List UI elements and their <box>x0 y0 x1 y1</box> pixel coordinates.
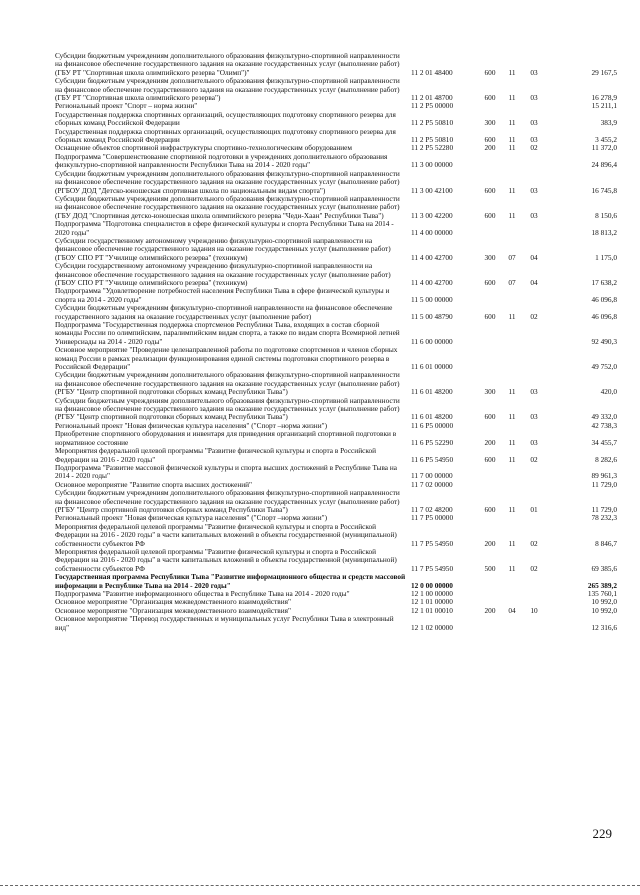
row-amount: 49 332,0 <box>591 412 617 422</box>
row-description: Основное мероприятие "Перевод государственных и муниципальных услуг Республики Тыва в электронный вид" <box>55 614 394 632</box>
row-target-code: 11 6 01 00000 <box>411 362 453 372</box>
row-amount: 92 490,3 <box>591 336 617 346</box>
row-subsection: 02 <box>530 538 538 548</box>
row-target-code: 11 2 01 48700 <box>411 93 453 103</box>
row-expense-type: 600 <box>484 504 496 514</box>
row-description: Приобретение спортивного оборудования и инвентаря для приведения организаций спортивной подготовки в нормативное состояние <box>55 429 397 447</box>
table-row <box>55 615 617 632</box>
row-expense-type: 200 <box>484 437 496 447</box>
row-section: 11 <box>508 135 516 145</box>
row-amount: 16 278,9 <box>591 93 617 103</box>
row-description: Субсидии бюджетным учреждениям дополнительного образования физкультурно-спортивной направленности на финансовое обеспечение государственного задания на оказание государственных услуг (выполнение работ) (РГБУ "Центр спортивной подготовки сборных команд Республики Тыва") <box>55 370 400 397</box>
row-section <box>501 153 523 170</box>
row-amount: 265 389,2 <box>587 580 617 590</box>
row-expense-type <box>479 464 501 481</box>
table-row <box>55 489 617 514</box>
row-subsection: 04 <box>530 252 538 262</box>
row-section: 07 <box>508 252 516 262</box>
row-target-code: 12 1 01 00000 <box>411 597 453 607</box>
table-row <box>55 128 617 145</box>
row-subsection <box>523 615 545 632</box>
budget-table-body <box>55 52 617 632</box>
row-target-code: 11 2 01 48400 <box>411 67 453 77</box>
row-target-code: 11 6 01 48200 <box>411 387 453 397</box>
row-expense-type <box>479 346 501 371</box>
table-row <box>55 548 617 573</box>
row-subsection <box>523 346 545 371</box>
row-description: Субсидии государственному автономному учреждению физкультурно-спортивной направленности на финансовое обеспечение государственного задания на оказание государственных услуг (выполнение работ) (ГБОУ СПО РТ "Училище олимпийского резерва" (техникум) <box>55 261 391 287</box>
row-target-code: 11 2 P5 50810 <box>411 135 454 145</box>
row-amount: 420,0 <box>600 387 617 397</box>
row-expense-type <box>479 220 501 237</box>
row-target-code: 11 6 01 48200 <box>411 412 453 422</box>
row-section: 11 <box>508 504 516 514</box>
table-row <box>55 170 617 195</box>
budget-table <box>55 52 617 632</box>
row-description: Подпрограмма "Совершенствование спортивной подготовки в учреждениях дополнительного образования физкультурно-спортивной направленности Республики Тыва на 2014 - 2020 годы" <box>55 151 388 170</box>
row-section <box>501 514 523 522</box>
row-subsection <box>523 287 545 304</box>
row-section: 11 <box>508 412 516 422</box>
row-target-code: 12 1 02 00000 <box>411 622 453 632</box>
row-expense-type <box>479 615 501 632</box>
row-description: Субсидии бюджетным учреждениям дополнительного образования физкультурно-спортивной направленности на финансовое обеспечение государственного задания на оказание государственных услуг (выполнение работ) (РГБОУ ДОД "Детско-юношеская спортивная школа по национальным видам спорта") <box>55 168 400 195</box>
row-section: 11 <box>508 118 516 128</box>
row-section: 11 <box>508 210 516 220</box>
table-row <box>55 77 617 102</box>
row-target-code: 11 7 P5 00000 <box>411 513 454 523</box>
table-row <box>55 52 617 77</box>
row-amount: 15 211,1 <box>591 101 617 111</box>
row-amount: 12 316,6 <box>591 622 617 632</box>
row-subsection <box>523 321 545 346</box>
row-description: Региональный проект "Новая физическая культура населения" ("Спорт –норма жизни") <box>55 513 328 523</box>
row-description: Основное мероприятие "Проведение целенаправленной работы по подготовке спортсменов и членов сборных команд России в рамках реализации функционирования единой системы подготовки спортивного резерва в Российской Федерации" <box>55 345 398 372</box>
row-section: 11 <box>508 563 516 573</box>
row-subsection: 03 <box>530 210 538 220</box>
row-description: Субсидии бюджетным учреждениям дополнительного образования физкультурно-спортивной направленности на финансовое обеспечение государственного задания на оказание государственных услуг (выполнение работ) (ГБУ РТ "Спортивная школа олимпийского резерва") <box>55 76 400 103</box>
row-subsection: 03 <box>530 93 538 103</box>
row-amount: 17 638,2 <box>591 277 617 287</box>
row-expense-type: 600 <box>484 210 496 220</box>
row-description: Мероприятия федеральной целевой программы "Развитие физической культуры и спорта в Российской Федерации на 2016 - 2020 годы" в части капитальных вложений в объекты государственной (муниципальной) собственности субъектов РФ <box>55 546 397 573</box>
row-section: 11 <box>508 93 516 103</box>
row-description: Субсидии государственному автономному учреждению физкультурно-спортивной направленности на финансовое обеспечение государственного задания на оказание государственных услуг (выполнение работ) (ГБОУ СПО РТ "Училище олимпийского резерва" (техникум) <box>55 235 391 262</box>
row-subsection <box>523 422 545 430</box>
row-description: Подпрограмма "Развитие массовой физической культуры и спорта высших достижений в Республике Тыва на 2014 - 2020 годы" <box>55 462 397 481</box>
row-description: Субсидии бюджетным учреждениям дополнительного образования физкультурно-спортивной направленности на финансовое обеспечение государственного задания на оказание государственных услуг (выполнение работ) (ГБУ РТ "Спортивная школа олимпийского резерва "Олимп")" <box>55 51 400 77</box>
row-expense-type: 600 <box>484 277 496 287</box>
table-row <box>55 287 617 304</box>
row-description: Субсидии бюджетным учреждениям физкультурно-спортивной направленности на финансовое обеспечение государственного задания на оказание государственных услуг (выполнение работ) <box>55 303 393 321</box>
row-expense-type: 200 <box>484 538 496 548</box>
row-section <box>501 590 523 598</box>
row-section: 11 <box>508 437 516 447</box>
table-row <box>55 523 617 548</box>
row-amount: 89 961,3 <box>591 471 617 481</box>
row-target-code: 12 0 00 00000 <box>411 580 453 590</box>
scan-edge-line <box>0 885 640 886</box>
row-description: Мероприятия федеральной целевой программы "Развитие физической культуры и спорта в Российской Федерации на 2016 - 2020 годы" в части капитальных вложений в объекты государственной (муниципальной) собственности субъектов РФ <box>55 521 397 548</box>
row-expense-type: 300 <box>484 252 496 262</box>
row-description: Подпрограмма "Развитие информационного общества в Республике Тыва на 2014 - 2020 годы" <box>55 589 350 598</box>
row-section: 11 <box>508 538 516 548</box>
table-row <box>55 346 617 371</box>
row-expense-type <box>479 102 501 110</box>
row-description: Подпрограмма "Удовлетворение потребностей населения Республики Тыва в сфере физической культуры и спорта на 2014 - 2020 годы" <box>55 286 390 304</box>
row-target-code: 11 3 00 00000 <box>411 160 453 170</box>
row-amount: 49 752,0 <box>591 362 617 372</box>
row-description: Оснащение объектов спортивной инфраструктуры спортивно-технологическим оборудованием <box>55 143 352 153</box>
row-expense-type: 500 <box>484 563 496 573</box>
row-subsection: 02 <box>530 311 538 321</box>
row-section: 11 <box>508 454 516 464</box>
row-subsection <box>523 220 545 237</box>
row-expense-type: 600 <box>484 67 496 77</box>
row-section: 11 <box>508 143 516 153</box>
row-target-code: 11 5 00 48790 <box>411 311 453 321</box>
row-expense-type: 300 <box>484 387 496 397</box>
table-row <box>55 397 617 422</box>
row-amount: 18 813,2 <box>591 227 617 237</box>
row-subsection: 02 <box>530 143 538 153</box>
row-amount: 383,9 <box>600 118 617 128</box>
row-section <box>501 287 523 304</box>
row-subsection: 04 <box>530 277 538 287</box>
row-expense-type: 200 <box>484 605 496 615</box>
table-row <box>55 111 617 128</box>
row-amount: 3 455,2 <box>595 135 617 145</box>
row-expense-type <box>479 514 501 522</box>
row-expense-type: 300 <box>484 118 496 128</box>
row-subsection: 03 <box>530 437 538 447</box>
row-target-code: 11 4 00 00000 <box>411 227 453 237</box>
row-amount: 11 729,0 <box>591 479 617 489</box>
row-subsection <box>523 481 545 489</box>
table-row <box>55 430 617 447</box>
table-row <box>55 371 617 396</box>
row-amount: 78 232,3 <box>591 513 617 523</box>
row-target-code: 11 6 P5 52290 <box>411 437 454 447</box>
row-section <box>501 102 523 110</box>
row-amount: 69 385,6 <box>591 563 617 573</box>
row-expense-type <box>479 573 501 590</box>
row-amount: 10 992,0 <box>591 597 617 607</box>
row-subsection <box>523 464 545 481</box>
row-description: Основное мероприятие "Организация межведомственного взаимодействия" <box>55 605 291 615</box>
row-description: Основное мероприятие "Организация межведомственного взаимодействия" <box>55 597 291 607</box>
table-row <box>55 464 617 481</box>
row-subsection: 03 <box>530 118 538 128</box>
row-target-code: 11 3 00 42200 <box>411 210 453 220</box>
table-row <box>55 237 617 262</box>
row-subsection: 10 <box>530 605 538 615</box>
row-description: Субсидии бюджетным учреждениям дополнительного образования физкультурно-спортивной направленности на финансовое обеспечение государственного задания на оказание государственных услуг (выполнение работ) (ГБУ ДОД "Спортивная детско-юношеская школа олимпийского резерва "Чеди-Хаан" Республики Тыва") <box>55 193 400 220</box>
row-section: 11 <box>508 311 516 321</box>
row-section <box>501 573 523 590</box>
table-row <box>55 304 617 321</box>
row-section: 07 <box>508 277 516 287</box>
row-expense-type: 600 <box>484 311 496 321</box>
row-expense-type: 600 <box>484 185 496 195</box>
row-expense-type <box>479 321 501 346</box>
page-number: 229 <box>592 826 612 841</box>
row-target-code: 11 7 02 48200 <box>411 504 453 514</box>
row-description: Региональный проект "Спорт – норма жизни" <box>55 101 198 111</box>
row-subsection: 03 <box>530 185 538 195</box>
row-expense-type: 600 <box>484 412 496 422</box>
row-amount: 29 167,5 <box>591 67 617 77</box>
row-section <box>501 481 523 489</box>
row-section <box>501 346 523 371</box>
row-amount: 8 150,6 <box>595 210 617 220</box>
row-subsection: 02 <box>530 563 538 573</box>
row-amount: 46 096,8 <box>591 311 617 321</box>
row-expense-type: 200 <box>484 143 496 153</box>
row-subsection: 03 <box>530 412 538 422</box>
row-target-code: 11 6 00 00000 <box>411 336 453 346</box>
row-section <box>501 422 523 430</box>
row-target-code: 11 7 P5 54950 <box>411 538 454 548</box>
table-row <box>55 447 617 464</box>
row-subsection <box>523 153 545 170</box>
row-target-code: 11 3 00 42100 <box>411 185 453 195</box>
row-section: 11 <box>508 387 516 397</box>
row-expense-type: 600 <box>484 135 496 145</box>
row-target-code: 11 7 P5 54950 <box>411 563 454 573</box>
row-section <box>501 464 523 481</box>
row-section <box>501 615 523 632</box>
row-description: Подпрограмма "Подготовка специалистов в сфере физической культуры и спорта Республики Тыва на 2014 - 2020 годы" <box>55 219 394 237</box>
table-row <box>55 195 617 220</box>
row-amount: 10 992,0 <box>591 605 617 615</box>
row-target-code: 11 6 P5 54950 <box>411 454 454 464</box>
row-subsection <box>523 514 545 522</box>
row-target-code: 12 1 01 00010 <box>411 605 453 615</box>
row-subsection: 03 <box>530 387 538 397</box>
row-amount: 16 745,8 <box>591 185 617 195</box>
row-amount: 24 896,4 <box>591 160 617 170</box>
table-row <box>55 321 617 346</box>
row-subsection <box>523 590 545 598</box>
row-expense-type: 600 <box>484 454 496 464</box>
row-expense-type <box>479 153 501 170</box>
row-target-code: 12 1 00 00000 <box>411 589 453 598</box>
row-subsection: 02 <box>530 454 538 464</box>
row-expense-type <box>479 590 501 598</box>
row-section: 04 <box>508 605 516 615</box>
row-expense-type: 600 <box>484 93 496 103</box>
row-target-code: 11 4 00 42700 <box>411 252 453 262</box>
row-expense-type <box>479 481 501 489</box>
row-amount: 34 455,7 <box>591 437 617 447</box>
row-target-code: 11 2 P5 50810 <box>411 118 454 128</box>
row-subsection: 03 <box>530 67 538 77</box>
row-expense-type <box>479 287 501 304</box>
row-subsection: 03 <box>530 135 538 145</box>
row-description: Субсидии бюджетным учреждениям дополнительного образования физкультурно-спортивной направленности на финансовое обеспечение государственного задания на оказание государственных услуг (выполнение работ) (РГБУ "Центр спортивной подготовки сборных команд Республики Тыва") <box>55 395 400 422</box>
row-amount: 11 729,0 <box>591 504 617 514</box>
row-target-code: 11 5 00 00000 <box>411 294 453 304</box>
row-section <box>501 321 523 346</box>
row-description: Региональный проект "Новая физическая культура населения" ("Спорт –норма жизни") <box>55 420 328 430</box>
row-subsection: 01 <box>530 504 538 514</box>
row-amount: 42 738,3 <box>591 420 617 430</box>
row-amount: 135 760,1 <box>587 589 617 598</box>
row-description: Мероприятия федеральной целевой программы "Развитие физической культуры и спорта в Российской Федерации на 2016 - 2020 годы" <box>55 446 377 464</box>
row-section: 11 <box>508 67 516 77</box>
row-target-code: 11 4 00 42700 <box>411 277 453 287</box>
row-subsection <box>523 102 545 110</box>
row-description: Подпрограмма "Государственная поддержка спортсменов Республики Тыва, входящих в состав сборной команды России по олимпийским, паралимпийским видам спорта, а также по видам спорта Всемирной летней Универсиады на 2014 - 2020 годы" <box>55 320 400 346</box>
row-section: 11 <box>508 185 516 195</box>
row-target-code: 11 7 00 00000 <box>411 471 453 481</box>
table-row <box>55 220 617 237</box>
row-target-code: 11 2 P5 52280 <box>411 143 454 153</box>
row-expense-type <box>479 422 501 430</box>
row-description: Государственная поддержка спортивных организаций, осуществляющих подготовку спортивного резерва для сборных команд Российской Федерации <box>55 126 396 145</box>
table-row <box>55 573 617 590</box>
row-amount: 46 096,8 <box>591 294 617 304</box>
row-section <box>501 220 523 237</box>
row-amount: 8 282,6 <box>595 454 617 464</box>
row-target-code: 11 2 P5 00000 <box>411 101 454 111</box>
row-amount: 11 372,0 <box>591 143 617 153</box>
row-description: Государственная программа Республики Тыва "Развитие информационного общества и средств массовой информации в Республике Тыва на 2014 - 2020 годы" <box>55 572 406 590</box>
row-amount: 8 846,7 <box>595 538 617 548</box>
row-description: Государственная поддержка спортивных организаций, осуществляющих подготовку спортивного резерва для сборных команд Российской Федерации <box>55 109 396 128</box>
row-description: Основное мероприятие "Развитие спорта высших достижений" <box>55 479 253 489</box>
row-target-code: 11 6 P5 00000 <box>411 420 454 430</box>
row-description: Субсидии бюджетным учреждениям дополнительного образования физкультурно-спортивной направленности на финансовое обеспечение государственного задания на оказание государственных услуг (выполнение работ) (РГБУ "Центр спортивной подготовки сборных команд Республики Тыва") <box>55 488 400 514</box>
row-target-code: 11 7 02 00000 <box>411 479 453 489</box>
row-amount: 1 175,0 <box>595 252 617 262</box>
table-row <box>55 262 617 287</box>
table-row <box>55 153 617 170</box>
row-subsection <box>523 573 545 590</box>
